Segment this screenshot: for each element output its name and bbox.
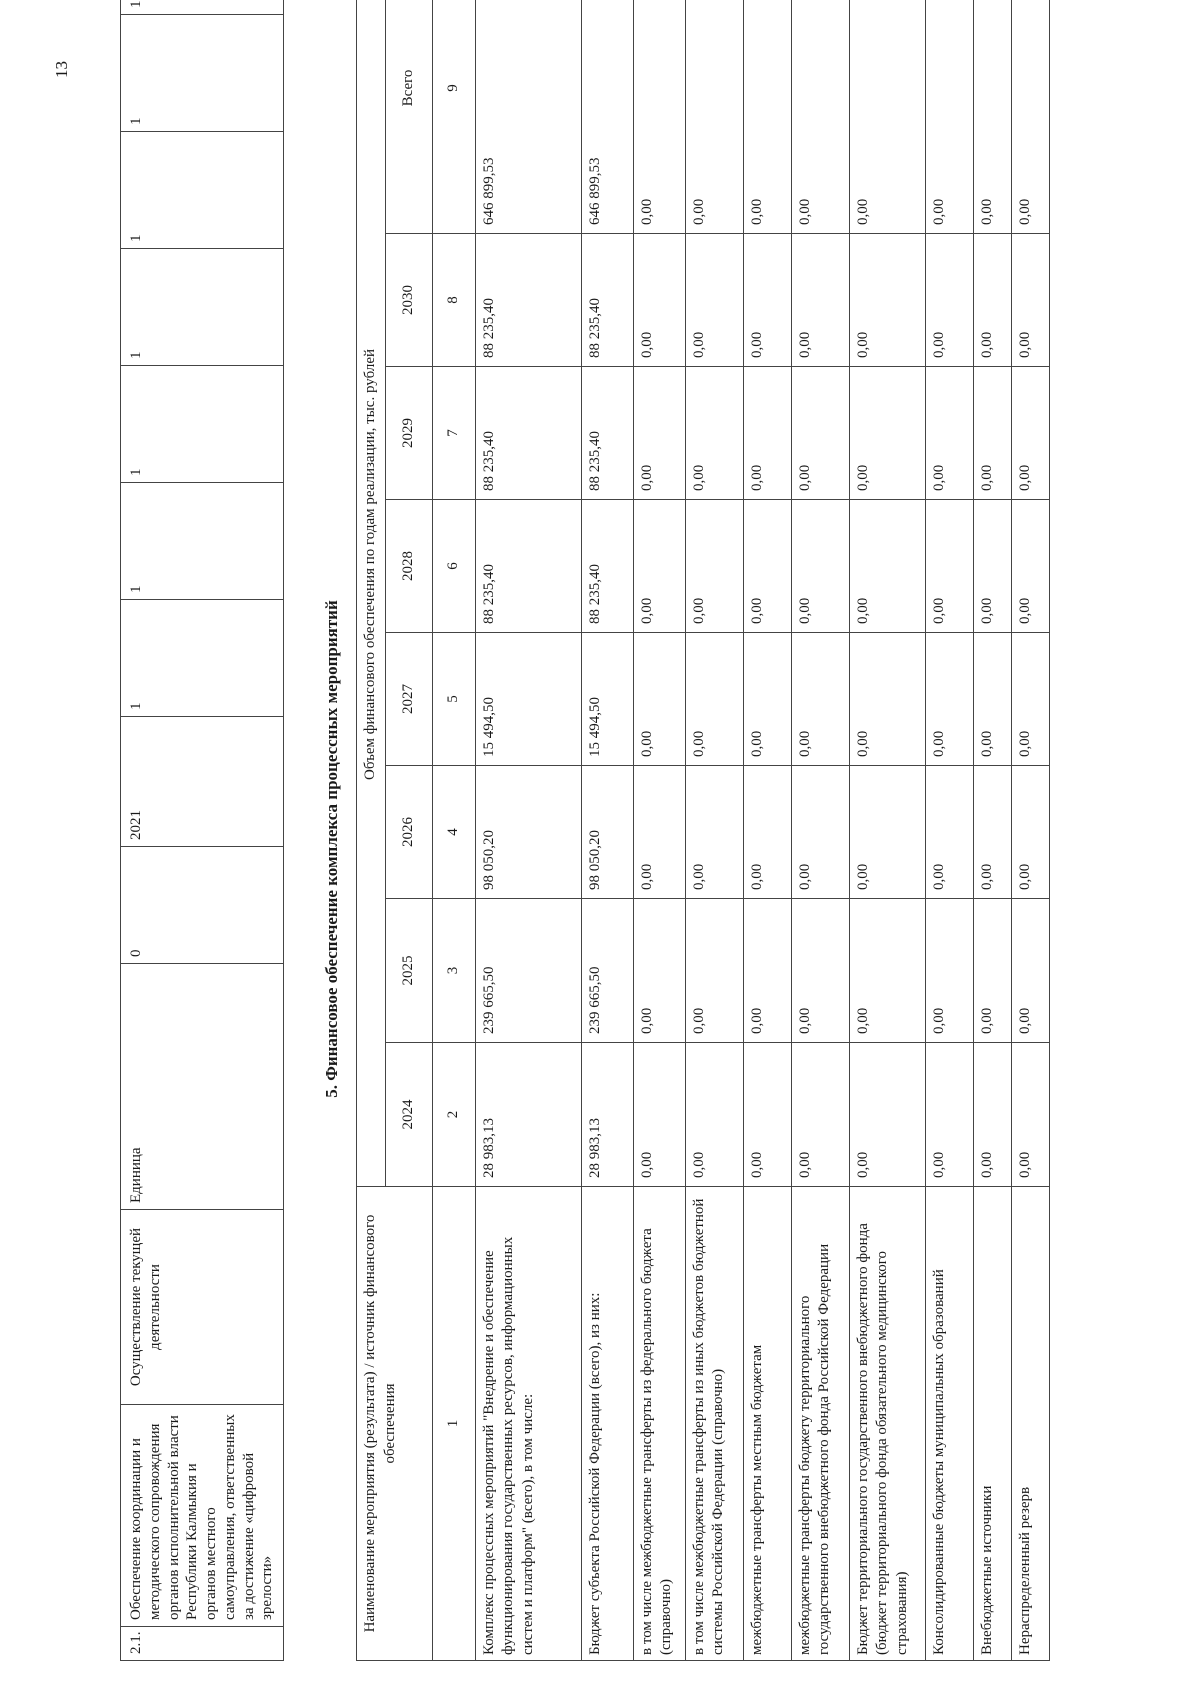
row-year-value: 0,00 <box>685 899 743 1043</box>
row-name: Комплекс процессных мероприятий "Внедрение и обеспечение функционирования государственных ресурсов, информационных систем и платформ" (всего), в том числе: <box>475 1187 581 1661</box>
finance-row <box>849 0 925 1661</box>
row-year-value: 28 983,13 <box>475 1043 581 1187</box>
row-year-value: 239 665,50 <box>581 899 633 1043</box>
row-name: в том числе межбюджетные трансферты из иных бюджетов бюджетной системы Российской Федерации (справочно) <box>685 1187 743 1661</box>
row-year-value: 88 235,40 <box>581 367 633 500</box>
header-total: Всего <box>385 0 432 234</box>
row-year-value: 0,00 <box>925 633 973 766</box>
row-year-value: 0,00 <box>849 633 925 766</box>
row-year-value: 0,00 <box>743 500 791 633</box>
row-year-value: 0,00 <box>633 633 685 766</box>
column-number: 3 <box>432 899 475 1043</box>
header-name-column: Наименование мероприятия (результата) / источник финансового обеспечения <box>357 1187 433 1661</box>
row-year-value: 0,00 <box>685 500 743 633</box>
row-year-value: 0,00 <box>849 367 925 500</box>
row-year-value: 0,00 <box>791 500 849 633</box>
finance-table <box>356 0 1050 1661</box>
row-year-value: 0,00 <box>791 367 849 500</box>
indicator-number: 2.1. <box>121 1627 284 1661</box>
row-year-value: 0,00 <box>849 1043 925 1187</box>
row-year-value: 0,00 <box>849 899 925 1043</box>
indicator-row <box>121 0 284 1661</box>
row-year-value: 0,00 <box>685 367 743 500</box>
row-year-value: 0,00 <box>743 1043 791 1187</box>
page-number: 13 <box>52 61 71 78</box>
row-name: межбюджетные трансферты местным бюджетам <box>743 1187 791 1661</box>
header-year: 2024 <box>385 1043 432 1187</box>
row-year-value: 0,00 <box>1011 1043 1049 1187</box>
finance-row <box>581 0 633 1661</box>
row-year-value: 0,00 <box>973 500 1011 633</box>
row-year-value: 0,00 <box>925 500 973 633</box>
row-year-value: 15 494,50 <box>475 633 581 766</box>
row-year-value: 0,00 <box>791 633 849 766</box>
row-year-value: 0,00 <box>685 1043 743 1187</box>
row-year-value: 0,00 <box>1011 766 1049 899</box>
finance-row <box>791 0 849 1661</box>
row-year-value: 0,00 <box>973 899 1011 1043</box>
row-total-value: 0,00 <box>849 0 925 234</box>
row-year-value: 88 235,40 <box>475 500 581 633</box>
row-year-value: 0,00 <box>633 1043 685 1187</box>
indicator-value: 1 <box>121 366 284 483</box>
row-year-value: 0,00 <box>973 766 1011 899</box>
row-year-value: 0,00 <box>633 500 685 633</box>
row-year-value: 0,00 <box>743 766 791 899</box>
row-year-value: 28 983,13 <box>581 1043 633 1187</box>
row-total-value: 0,00 <box>973 0 1011 234</box>
indicator-unit: Единица <box>121 964 284 1210</box>
row-year-value: 0,00 <box>1011 633 1049 766</box>
column-number: 1 <box>432 1187 475 1661</box>
row-year-value: 0,00 <box>791 1043 849 1187</box>
row-year-value: 0,00 <box>973 633 1011 766</box>
row-name: в том числе межбюджетные трансферты из федерального бюджета (справочно) <box>633 1187 685 1661</box>
column-number: 5 <box>432 633 475 766</box>
row-name: Внебюджетные источники <box>973 1187 1011 1661</box>
row-total-value: 0,00 <box>791 0 849 234</box>
finance-row <box>973 0 1011 1661</box>
row-total-value: 0,00 <box>685 0 743 234</box>
finance-row <box>633 0 685 1661</box>
row-year-value: 239 665,50 <box>475 899 581 1043</box>
row-year-value: 0,00 <box>685 766 743 899</box>
row-total-value: 0,00 <box>633 0 685 234</box>
column-number: 2 <box>432 1043 475 1187</box>
row-total-value: 646 899,53 <box>475 0 581 234</box>
row-name: Нераспределенный резерв <box>1011 1187 1049 1661</box>
row-total-value: 0,00 <box>925 0 973 234</box>
row-year-value: 0,00 <box>925 899 973 1043</box>
row-year-value: 0,00 <box>849 766 925 899</box>
header-year: 2026 <box>385 766 432 899</box>
row-year-value: 0,00 <box>925 766 973 899</box>
row-year-value: 0,00 <box>633 367 685 500</box>
header-year: 2025 <box>385 899 432 1043</box>
row-year-value: 98 050,20 <box>475 766 581 899</box>
row-year-value: 0,00 <box>973 367 1011 500</box>
row-name: Бюджет территориального государственного внебюджетного фонда (бюджет территориального фонда обязательного медицинского страхования) <box>849 1187 925 1661</box>
row-year-value: 15 494,50 <box>581 633 633 766</box>
header-year: 2029 <box>385 367 432 500</box>
row-name: межбюджетные трансферты бюджету территориального государственного внебюджетного фонда Российской Федерации <box>791 1187 849 1661</box>
row-year-value: 88 235,40 <box>581 234 633 367</box>
column-number: 6 <box>432 500 475 633</box>
row-year-value: 88 235,40 <box>475 367 581 500</box>
finance-row <box>685 0 743 1661</box>
row-year-value: 0,00 <box>973 1043 1011 1187</box>
row-total-value: 0,00 <box>1011 0 1049 234</box>
column-number: 7 <box>432 367 475 500</box>
column-numbers-row <box>432 0 475 1661</box>
finance-body <box>475 0 1049 1661</box>
row-year-value: 0,00 <box>849 500 925 633</box>
row-year-value: 0,00 <box>791 234 849 367</box>
row-year-value: 0,00 <box>743 633 791 766</box>
row-total-value: 646 899,53 <box>581 0 633 234</box>
column-number: 4 <box>432 766 475 899</box>
finance-header-row <box>357 0 386 1661</box>
indicator-base-year: 2021 <box>121 717 284 847</box>
row-year-value: 0,00 <box>633 234 685 367</box>
row-year-value: 0,00 <box>1011 500 1049 633</box>
row-year-value: 0,00 <box>925 234 973 367</box>
row-year-value: 0,00 <box>1011 899 1049 1043</box>
row-year-value: 0,00 <box>791 766 849 899</box>
row-year-value: 0,00 <box>743 899 791 1043</box>
row-year-value: 0,00 <box>791 899 849 1043</box>
indicator-value: 1 <box>121 15 284 132</box>
row-year-value: 88 235,40 <box>581 500 633 633</box>
header-year: 2027 <box>385 633 432 766</box>
indicator-value: 1 <box>121 483 284 600</box>
row-year-value: 0,00 <box>743 367 791 500</box>
row-year-value: 98 050,20 <box>581 766 633 899</box>
finance-row <box>925 0 973 1661</box>
section-title: 5. Финансовое обеспечение комплекса процессных мероприятий <box>322 600 341 1098</box>
column-number: 8 <box>432 234 475 367</box>
header-year: 2028 <box>385 500 432 633</box>
row-year-value: 0,00 <box>925 367 973 500</box>
row-year-value: 0,00 <box>925 1043 973 1187</box>
header-volume-group: Объем финансового обеспечения по годам реализации, тыс. рублей <box>357 0 386 1187</box>
row-year-value: 0,00 <box>743 234 791 367</box>
finance-row <box>475 0 581 1661</box>
finance-row <box>743 0 791 1661</box>
row-year-value: 0,00 <box>633 899 685 1043</box>
row-name: Консолидированные бюджеты муниципальных образований <box>925 1187 973 1661</box>
row-year-value: 0,00 <box>1011 234 1049 367</box>
row-year-value: 0,00 <box>633 766 685 899</box>
row-year-value: 0,00 <box>1011 367 1049 500</box>
row-year-value: 0,00 <box>849 234 925 367</box>
indicator-value: 1 <box>121 600 284 717</box>
row-year-value: 0,00 <box>685 633 743 766</box>
indicator-type: Осуществление текущей деятельности <box>121 1210 284 1405</box>
indicator-value: 1 <box>121 132 284 249</box>
finance-row <box>1011 0 1049 1661</box>
row-total-value: 0,00 <box>743 0 791 234</box>
indicator-value: 1 <box>121 249 284 366</box>
row-name: Бюджет субъекта Российской Федерации (всего), из них: <box>581 1187 633 1661</box>
indicator-table <box>120 0 284 1661</box>
row-year-value: 0,00 <box>685 234 743 367</box>
header-year: 2030 <box>385 234 432 367</box>
row-year-value: 0,00 <box>973 234 1011 367</box>
indicator-name: Обеспечение координации и методического сопровождения органов исполнительной власти Республики Калмыкия и органов местного самоуправления, ответственных за достижение «цифровой зрелости» <box>121 1405 284 1627</box>
indicator-base-value: 0 <box>121 847 284 964</box>
indicator-value: 1 <box>121 0 284 15</box>
row-year-value: 88 235,40 <box>475 234 581 367</box>
column-number: 9 <box>432 0 475 234</box>
